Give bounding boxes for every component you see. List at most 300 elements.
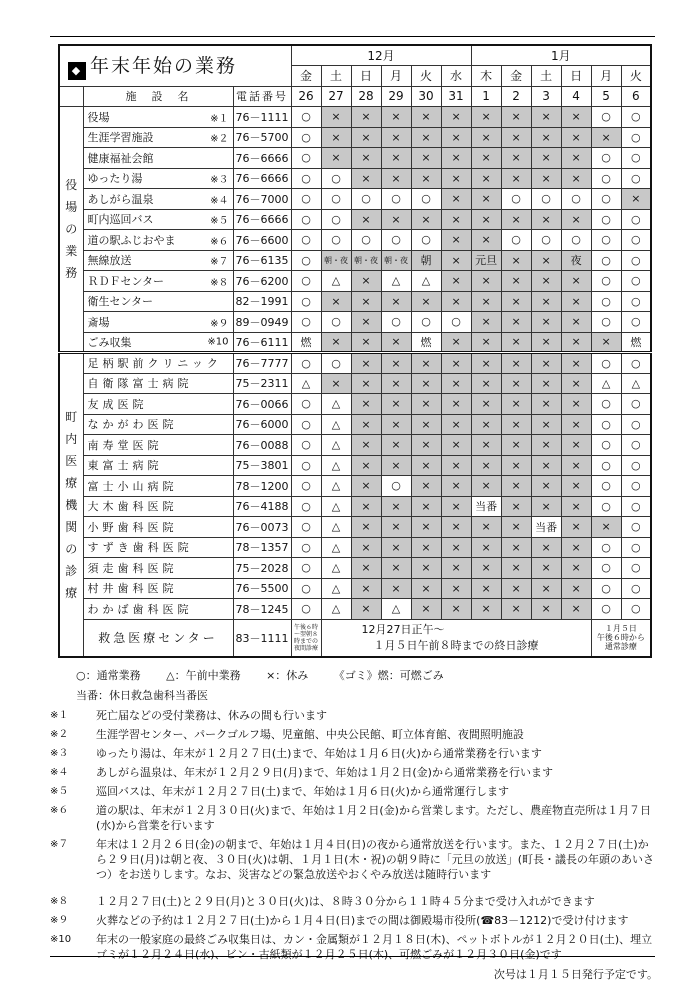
status-cell: × <box>441 558 471 579</box>
status-cell: × <box>381 558 411 579</box>
status-cell: △ <box>291 373 321 394</box>
title-diamond-icon: ◆ <box>68 62 86 80</box>
status-cell: × <box>471 127 501 148</box>
status-cell: × <box>411 578 441 599</box>
date-header: 29 <box>381 86 411 107</box>
status-cell: × <box>351 394 381 415</box>
status-cell: ○ <box>621 578 651 599</box>
status-cell: × <box>531 496 561 517</box>
status-cell: ○ <box>591 353 621 374</box>
section-label-char: の <box>65 222 78 236</box>
status-cell: ○ <box>561 189 591 210</box>
footnote-mark: ※８ <box>50 896 69 907</box>
status-cell: ○ <box>591 168 621 189</box>
status-cell: × <box>501 558 531 579</box>
header-row-dates <box>59 86 651 107</box>
weekday-header: 木 <box>471 66 501 87</box>
emergency-main-note <box>321 619 591 657</box>
status-cell: × <box>471 578 501 599</box>
status-cell: × <box>441 599 471 620</box>
status-cell: × <box>531 332 561 353</box>
date-header: 31 <box>441 86 471 107</box>
status-cell: ○ <box>591 496 621 517</box>
status-cell: ○ <box>321 353 351 374</box>
status-cell: ○ <box>591 209 621 230</box>
status-cell: × <box>351 312 381 333</box>
status-cell: △ <box>321 455 351 476</box>
status-cell: △ <box>321 435 351 456</box>
status-cell: ○ <box>621 537 651 558</box>
status-cell: ○ <box>321 312 351 333</box>
note-marker: ※６ <box>210 236 229 248</box>
phone-number: 75－3801 <box>233 455 291 476</box>
facility-label: ごみ収集 <box>87 335 132 349</box>
status-cell: × <box>441 271 471 292</box>
section-label-char: 療 <box>65 586 78 600</box>
facility-name <box>83 414 233 435</box>
status-cell: × <box>531 250 561 271</box>
status-cell: × <box>321 332 351 353</box>
status-cell: ○ <box>291 537 321 558</box>
status-cell: △ <box>321 599 351 620</box>
weekday-header: 土 <box>321 66 351 87</box>
status-cell: × <box>471 230 501 251</box>
facility-name <box>83 148 233 169</box>
facility-name <box>83 291 233 312</box>
status-cell: ○ <box>291 312 321 333</box>
status-cell: × <box>531 168 561 189</box>
section-label-char: の <box>65 542 78 556</box>
status-cell: × <box>411 476 441 497</box>
status-cell: × <box>441 230 471 251</box>
status-cell: × <box>351 332 381 353</box>
schedule-table <box>58 44 652 658</box>
footnote-mark: ※６ <box>50 805 69 816</box>
next-issue-notice: 次号は１月１５日発行予定です。 <box>493 968 658 981</box>
status-cell: × <box>591 127 621 148</box>
status-cell: 燃 <box>411 332 441 353</box>
status-cell: ○ <box>321 230 351 251</box>
footnote-item <box>50 727 655 742</box>
status-cell: × <box>501 496 531 517</box>
status-cell: × <box>501 517 531 538</box>
status-cell: × <box>441 291 471 312</box>
status-cell: ○ <box>591 148 621 169</box>
weekday-header: 火 <box>621 66 651 87</box>
status-cell: × <box>441 168 471 189</box>
status-cell: 朝 <box>411 250 441 271</box>
status-cell: × <box>561 496 591 517</box>
status-cell: ○ <box>291 189 321 210</box>
footnote-text: あしがら温泉は、年末が１２月２９日(月)まで、年始は１月２日(金)から通常業務を行います <box>96 766 553 779</box>
status-cell: × <box>561 455 591 476</box>
status-cell: ○ <box>531 230 561 251</box>
status-cell: × <box>441 537 471 558</box>
table-row <box>59 496 651 517</box>
status-cell: × <box>351 537 381 558</box>
facility-name <box>83 107 233 128</box>
status-cell: ○ <box>591 414 621 435</box>
status-cell: ○ <box>291 599 321 620</box>
status-cell: × <box>501 414 531 435</box>
status-cell: ○ <box>501 230 531 251</box>
phone-number: 75－2028 <box>233 558 291 579</box>
status-cell: × <box>501 127 531 148</box>
footnote-text: 道の駅は、年末が１２月３０日(火)まで、年始は１月２日(金)から営業します。ただし、農産物直売所は１月７日(水)から営業を行います <box>96 804 652 832</box>
footnote-mark: ※10 <box>50 934 72 945</box>
footnote-mark: ※４ <box>50 767 69 778</box>
status-cell: ○ <box>621 291 651 312</box>
facility-label: 役場 <box>87 110 110 124</box>
facility-label: すずき歯科医院 <box>87 541 193 555</box>
status-cell: × <box>441 107 471 128</box>
status-cell: × <box>501 435 531 456</box>
table-row <box>59 373 651 394</box>
status-cell: × <box>591 517 621 538</box>
top-rule <box>50 36 655 37</box>
status-cell: ○ <box>621 476 651 497</box>
footnote-text: １２月２７日(土)と２９日(月)と３０日(火)は、８時３０分から１１時４５分まで受け入れができます <box>96 895 595 908</box>
date-header: 5 <box>591 86 621 107</box>
status-cell: 当番 <box>531 517 561 538</box>
table-row <box>59 271 651 292</box>
status-cell: × <box>501 373 531 394</box>
status-cell: × <box>561 332 591 353</box>
facility-label: なかがわ医院 <box>87 418 178 432</box>
status-cell: ○ <box>591 599 621 620</box>
status-cell: △ <box>321 496 351 517</box>
page-title <box>59 45 291 86</box>
header-row-months <box>59 45 651 66</box>
emergency-phone: 83－1111 <box>233 619 291 657</box>
note-marker: ※５ <box>210 215 229 227</box>
status-cell: × <box>561 558 591 579</box>
facility-name <box>83 230 233 251</box>
facility-label: 斎場 <box>87 315 110 329</box>
status-cell: ○ <box>621 353 651 374</box>
status-cell: △ <box>321 476 351 497</box>
section-label-char: 場 <box>65 200 78 214</box>
phone-number: 76－7777 <box>233 353 291 374</box>
status-cell: × <box>351 148 381 169</box>
facility-label: ＲＤＦセンター <box>87 274 165 288</box>
status-cell: × <box>381 394 411 415</box>
status-cell: △ <box>621 373 651 394</box>
status-cell: ○ <box>411 189 441 210</box>
status-cell: ○ <box>621 517 651 538</box>
status-cell: ○ <box>531 189 561 210</box>
note-marker: ※１ <box>210 113 229 125</box>
status-cell: × <box>351 414 381 435</box>
facility-name <box>83 537 233 558</box>
status-cell: × <box>381 496 411 517</box>
status-cell: × <box>561 537 591 558</box>
status-cell: × <box>351 558 381 579</box>
status-cell: ○ <box>621 271 651 292</box>
facility-label: 南寿堂医院 <box>87 438 163 452</box>
status-cell: × <box>501 578 531 599</box>
weekday-header: 月 <box>381 66 411 87</box>
status-cell: ○ <box>621 496 651 517</box>
facility-header: 施 設 名 <box>83 86 233 107</box>
table-row <box>59 599 651 620</box>
table-row <box>59 394 651 415</box>
status-cell: × <box>441 517 471 538</box>
table-row <box>59 189 651 210</box>
status-cell: × <box>411 599 441 620</box>
status-cell: ○ <box>591 558 621 579</box>
table-row <box>59 291 651 312</box>
status-cell: △ <box>321 578 351 599</box>
status-cell: × <box>411 107 441 128</box>
status-cell: × <box>351 455 381 476</box>
facility-label: わかば歯科医院 <box>87 602 193 616</box>
status-cell: × <box>531 394 561 415</box>
phone-number: 76－0066 <box>233 394 291 415</box>
status-cell: ○ <box>381 189 411 210</box>
phone-number: 78－1200 <box>233 476 291 497</box>
status-cell: × <box>411 496 441 517</box>
weekday-header: 火 <box>411 66 441 87</box>
table-row <box>59 537 651 558</box>
status-cell: × <box>501 291 531 312</box>
status-cell: ○ <box>591 312 621 333</box>
status-cell: × <box>471 107 501 128</box>
status-cell: × <box>351 517 381 538</box>
status-cell: ○ <box>291 127 321 148</box>
facility-name <box>83 517 233 538</box>
footnote-text: 年末の一般家庭の最終ごみ収集日は、カン・金属類が１２月１８日(木)、ペットボトルが１２月２０日(土)、埋立ゴミが１２月２４日(水)、ビン・古紙類が１２月２５日(木)、可燃ごみが１２月３０日(金)です <box>96 933 653 961</box>
emergency-resume-note <box>591 619 651 657</box>
footnote-item <box>50 784 655 799</box>
date-header: 26 <box>291 86 321 107</box>
status-cell: × <box>561 414 591 435</box>
section-label-char: 療 <box>65 476 78 490</box>
facility-label: 健康福祉会館 <box>87 151 154 165</box>
facility-label: 生涯学習施設 <box>87 131 154 145</box>
phone-number: 76－7000 <box>233 189 291 210</box>
status-cell: × <box>531 578 561 599</box>
status-cell: × <box>501 353 531 374</box>
section-label-char: 関 <box>65 520 78 534</box>
footnote-mark: ※９ <box>50 915 69 926</box>
status-cell: × <box>351 168 381 189</box>
status-cell: ○ <box>591 435 621 456</box>
status-cell: ○ <box>621 558 651 579</box>
status-cell: △ <box>321 271 351 292</box>
table-row <box>59 455 651 476</box>
status-cell: × <box>471 517 501 538</box>
status-cell: 元旦 <box>471 250 501 271</box>
footnote-text: ゆったり湯は、年末が１２月２７日(土)まで、年始は１月６日(火)から通常業務を行います <box>96 747 542 760</box>
table-row <box>59 414 651 435</box>
status-cell: × <box>471 558 501 579</box>
status-cell: × <box>531 291 561 312</box>
table-row <box>59 353 651 374</box>
status-cell: × <box>531 537 561 558</box>
status-cell: × <box>471 168 501 189</box>
table-row <box>59 209 651 230</box>
status-cell: ○ <box>321 189 351 210</box>
phone-number: 76－4188 <box>233 496 291 517</box>
status-cell: × <box>561 148 591 169</box>
facility-name <box>83 558 233 579</box>
status-cell: × <box>531 209 561 230</box>
status-cell: ○ <box>291 455 321 476</box>
phone-number: 76－6600 <box>233 230 291 251</box>
status-cell: 燃 <box>621 332 651 353</box>
weekday-header: 日 <box>351 66 381 87</box>
footnote-text: 死亡届などの受付業務は、休みの間も行います <box>96 709 327 722</box>
status-cell: ○ <box>621 435 651 456</box>
status-cell: × <box>531 148 561 169</box>
footnote-text: 生涯学習センター、パークゴルフ場、児童館、中央公民館、町立体育館、夜間照明施設 <box>96 728 524 741</box>
facility-name <box>83 209 233 230</box>
status-cell: ○ <box>621 230 651 251</box>
status-cell: ○ <box>591 271 621 292</box>
status-cell: ○ <box>351 189 381 210</box>
status-cell: × <box>441 148 471 169</box>
weekday-header: 月 <box>591 66 621 87</box>
footnote-mark: ※７ <box>50 839 69 850</box>
weekday-header: 金 <box>501 66 531 87</box>
status-cell: × <box>381 148 411 169</box>
status-cell: ○ <box>621 148 651 169</box>
status-cell: × <box>471 271 501 292</box>
status-cell: × <box>411 148 441 169</box>
footnote-text: 巡回バスは、年末が１２月２７日(土)まで、年始は１月６日(火)から通常運行します <box>96 785 509 798</box>
status-cell: ○ <box>591 107 621 128</box>
status-cell: ○ <box>561 230 591 251</box>
status-cell: × <box>561 107 591 128</box>
status-cell: × <box>381 127 411 148</box>
facility-name <box>83 353 233 374</box>
status-cell: × <box>321 148 351 169</box>
status-cell: ○ <box>501 189 531 210</box>
status-cell: ○ <box>621 107 651 128</box>
status-cell: × <box>501 476 531 497</box>
status-cell: × <box>351 599 381 620</box>
status-cell: × <box>411 394 441 415</box>
section-label-town <box>59 107 83 353</box>
status-cell: △ <box>321 537 351 558</box>
phone-number: 76－0073 <box>233 517 291 538</box>
weekday-header: 金 <box>291 66 321 87</box>
phone-number: 76－6666 <box>233 209 291 230</box>
status-cell: 当番 <box>471 496 501 517</box>
status-cell: ○ <box>321 168 351 189</box>
date-header: 27 <box>321 86 351 107</box>
status-cell: △ <box>381 271 411 292</box>
status-cell: × <box>471 148 501 169</box>
status-cell: × <box>501 455 531 476</box>
table-row <box>59 332 651 353</box>
status-cell: × <box>471 394 501 415</box>
facility-label: あしがら温泉 <box>87 192 154 206</box>
facility-label: 無線放送 <box>87 254 132 268</box>
footnote-mark: ※５ <box>50 786 69 797</box>
status-cell: ○ <box>621 394 651 415</box>
status-cell: ○ <box>291 148 321 169</box>
status-cell: × <box>381 332 411 353</box>
legend-cross: ×：休み <box>266 669 309 682</box>
status-cell: △ <box>321 414 351 435</box>
facility-label: 村井歯科医院 <box>87 582 178 596</box>
status-cell: × <box>501 107 531 128</box>
status-cell: ○ <box>591 476 621 497</box>
status-cell: × <box>381 517 411 538</box>
status-cell: × <box>561 312 591 333</box>
status-cell: × <box>561 476 591 497</box>
status-cell: × <box>351 107 381 128</box>
status-cell: × <box>441 209 471 230</box>
table-row <box>59 578 651 599</box>
status-cell: × <box>471 599 501 620</box>
phone-number: 76－6000 <box>233 414 291 435</box>
facility-name <box>83 476 233 497</box>
status-cell: ○ <box>411 230 441 251</box>
status-cell: ○ <box>291 496 321 517</box>
status-cell: × <box>441 435 471 456</box>
table-row <box>59 312 651 333</box>
phone-number: 76－0088 <box>233 435 291 456</box>
status-cell: × <box>351 353 381 374</box>
status-cell: ○ <box>381 230 411 251</box>
status-cell: ○ <box>291 353 321 374</box>
phone-number: 76－1111 <box>233 107 291 128</box>
status-cell: × <box>501 394 531 415</box>
title-text: 年末年始の業務 <box>90 55 238 78</box>
facility-label: 町内巡回バス <box>87 213 154 227</box>
legend-circle: ○：通常業務 <box>76 669 141 682</box>
status-cell: ○ <box>621 312 651 333</box>
status-cell: × <box>411 455 441 476</box>
date-header: 28 <box>351 86 381 107</box>
note-marker: ※３ <box>210 174 229 186</box>
facility-name <box>83 496 233 517</box>
status-cell: △ <box>321 517 351 538</box>
facility-name <box>83 373 233 394</box>
status-cell: × <box>351 435 381 456</box>
status-cell: × <box>381 168 411 189</box>
status-cell: × <box>351 496 381 517</box>
status-cell: ○ <box>291 578 321 599</box>
facility-name <box>83 578 233 599</box>
section-label-char: 医 <box>65 454 78 468</box>
status-cell: × <box>501 209 531 230</box>
status-cell: × <box>441 578 471 599</box>
facility-name <box>83 127 233 148</box>
facility-name <box>83 435 233 456</box>
status-cell: × <box>471 476 501 497</box>
status-cell: × <box>441 332 471 353</box>
status-cell: × <box>441 127 471 148</box>
status-cell: × <box>471 312 501 333</box>
facility-name <box>83 332 233 353</box>
status-cell: ○ <box>621 209 651 230</box>
status-cell: × <box>531 558 561 579</box>
status-cell: 朝・夜 <box>321 250 351 271</box>
bottom-rule <box>50 956 655 957</box>
status-cell: × <box>501 148 531 169</box>
facility-name <box>83 168 233 189</box>
status-cell: △ <box>411 271 441 292</box>
status-cell: 夜 <box>561 250 591 271</box>
status-cell: × <box>321 291 351 312</box>
footnote-item <box>50 932 655 962</box>
facility-label: 自衛隊富士病院 <box>87 377 193 391</box>
phone-number: 76－6200 <box>233 271 291 292</box>
